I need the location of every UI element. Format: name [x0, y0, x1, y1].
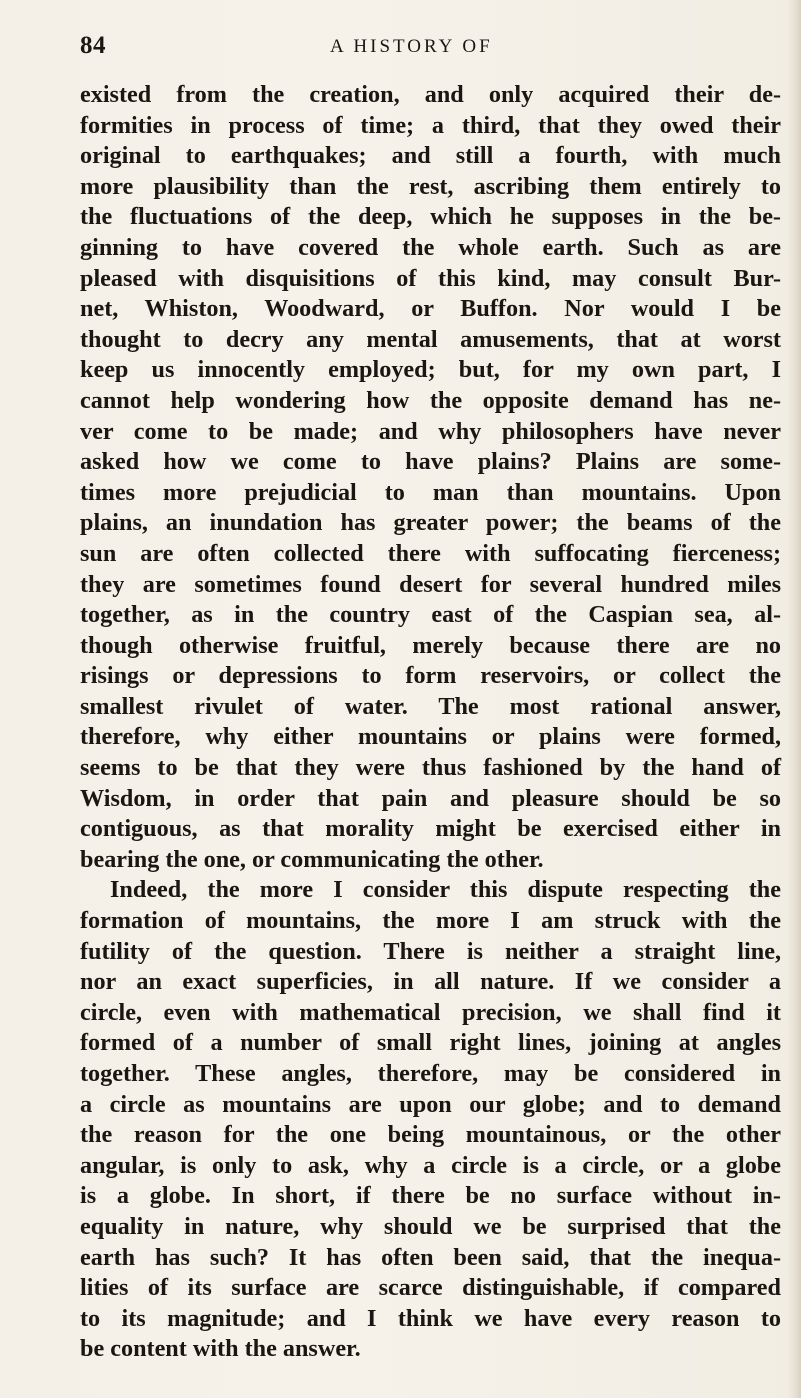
text-line: the reason for the one being mountainous, or the other — [80, 1121, 781, 1149]
text-line: though otherwise fruitful, merely because there are no — [80, 631, 781, 659]
text-line: angular, is only to ask, why a circle is a circle, or a globe — [80, 1151, 781, 1179]
paragraph-first-line: Indeed, the more I consider this dispute respecting the — [110, 876, 781, 904]
text-line: plains, an inundation has greater power; the beams of the — [80, 509, 781, 537]
text-line: together. These angles, therefore, may be considered in — [80, 1060, 781, 1087]
text-line: they are sometimes found desert for several hundred miles — [80, 570, 781, 598]
text-line: smallest rivulet of water. The most rational answer, — [80, 692, 781, 720]
text-line: asked how we come to have plains? Plains are some- — [80, 448, 781, 476]
text-line: cannot help wondering how the opposite demand has ne- — [80, 386, 781, 414]
text-line: pleased with disquisitions of this kind, may consult Bur- — [80, 264, 781, 292]
running-head: A HISTORY OF — [330, 36, 493, 57]
text-line: ginning to have covered the whole earth. Such as are — [80, 233, 781, 261]
text-line: formation of mountains, the more I am struck with the — [80, 907, 781, 935]
text-line: therefore, why either mountains or plains were formed, — [80, 723, 781, 751]
text-line: sun are often collected there with suffocating fierceness; — [80, 539, 781, 567]
text-line: times more prejudicial to man than mountains. Upon — [80, 478, 781, 506]
text-line: thought to decry any mental amusements, that at worst — [80, 325, 781, 353]
text-line: existed from the creation, and only acquired their de- — [80, 81, 781, 108]
text-line: contiguous, as that morality might be exercised either in — [80, 815, 781, 843]
text-line: formed of a number of small right lines, joining at angles — [80, 1029, 781, 1057]
text-line: formities in process of time; a third, that they owed their — [80, 111, 781, 139]
text-line: nor an exact superficies, in all nature. If we consider a — [80, 968, 781, 996]
text-line: keep us innocently employed; but, for my own part, I — [80, 356, 781, 384]
paragraph-last-line: bearing the one, or communicating the other. — [80, 845, 544, 873]
text-line: risings or depressions to form reservoirs, or collect the — [80, 662, 781, 690]
text-line: is a globe. In short, if there be no surface without in- — [80, 1182, 781, 1210]
text-line: net, Whiston, Woodward, or Buffon. Nor would I be — [80, 295, 781, 323]
text-line: the fluctuations of the deep, which he supposes in the be- — [80, 203, 781, 231]
page-number: 84 — [80, 32, 106, 59]
text-line: circle, even with mathematical precision, we shall find it — [80, 998, 781, 1026]
text-line: a circle as mountains are upon our globe; and to demand — [80, 1090, 781, 1118]
text-line: earth has such? It has often been said, that the inequa- — [80, 1243, 781, 1271]
text-line: to its magnitude; and I think we have every reason to — [80, 1304, 781, 1332]
text-line: futility of the question. There is neither a straight line, — [80, 937, 781, 965]
text-line: more plausibility than the rest, ascribing them entirely to — [80, 172, 781, 200]
page-edge-shadow — [787, 0, 801, 1398]
text-line: original to earthquakes; and still a fourth, with much — [80, 142, 781, 170]
text-line: seems to be that they were thus fashioned by the hand of — [80, 754, 781, 782]
paragraph-last-line: be content with the answer. — [80, 1335, 361, 1363]
text-line: equality in nature, why should we be surprised that the — [80, 1212, 781, 1240]
body-text — [80, 80, 781, 1365]
page-header — [80, 32, 730, 62]
text-line: lities of its surface are scarce distinguishable, if compared — [80, 1274, 781, 1302]
text-line: together, as in the country east of the Caspian sea, al- — [80, 601, 781, 629]
text-line: ver come to be made; and why philosophers have never — [80, 417, 781, 445]
text-line: Wisdom, in order that pain and pleasure should be so — [80, 784, 781, 812]
